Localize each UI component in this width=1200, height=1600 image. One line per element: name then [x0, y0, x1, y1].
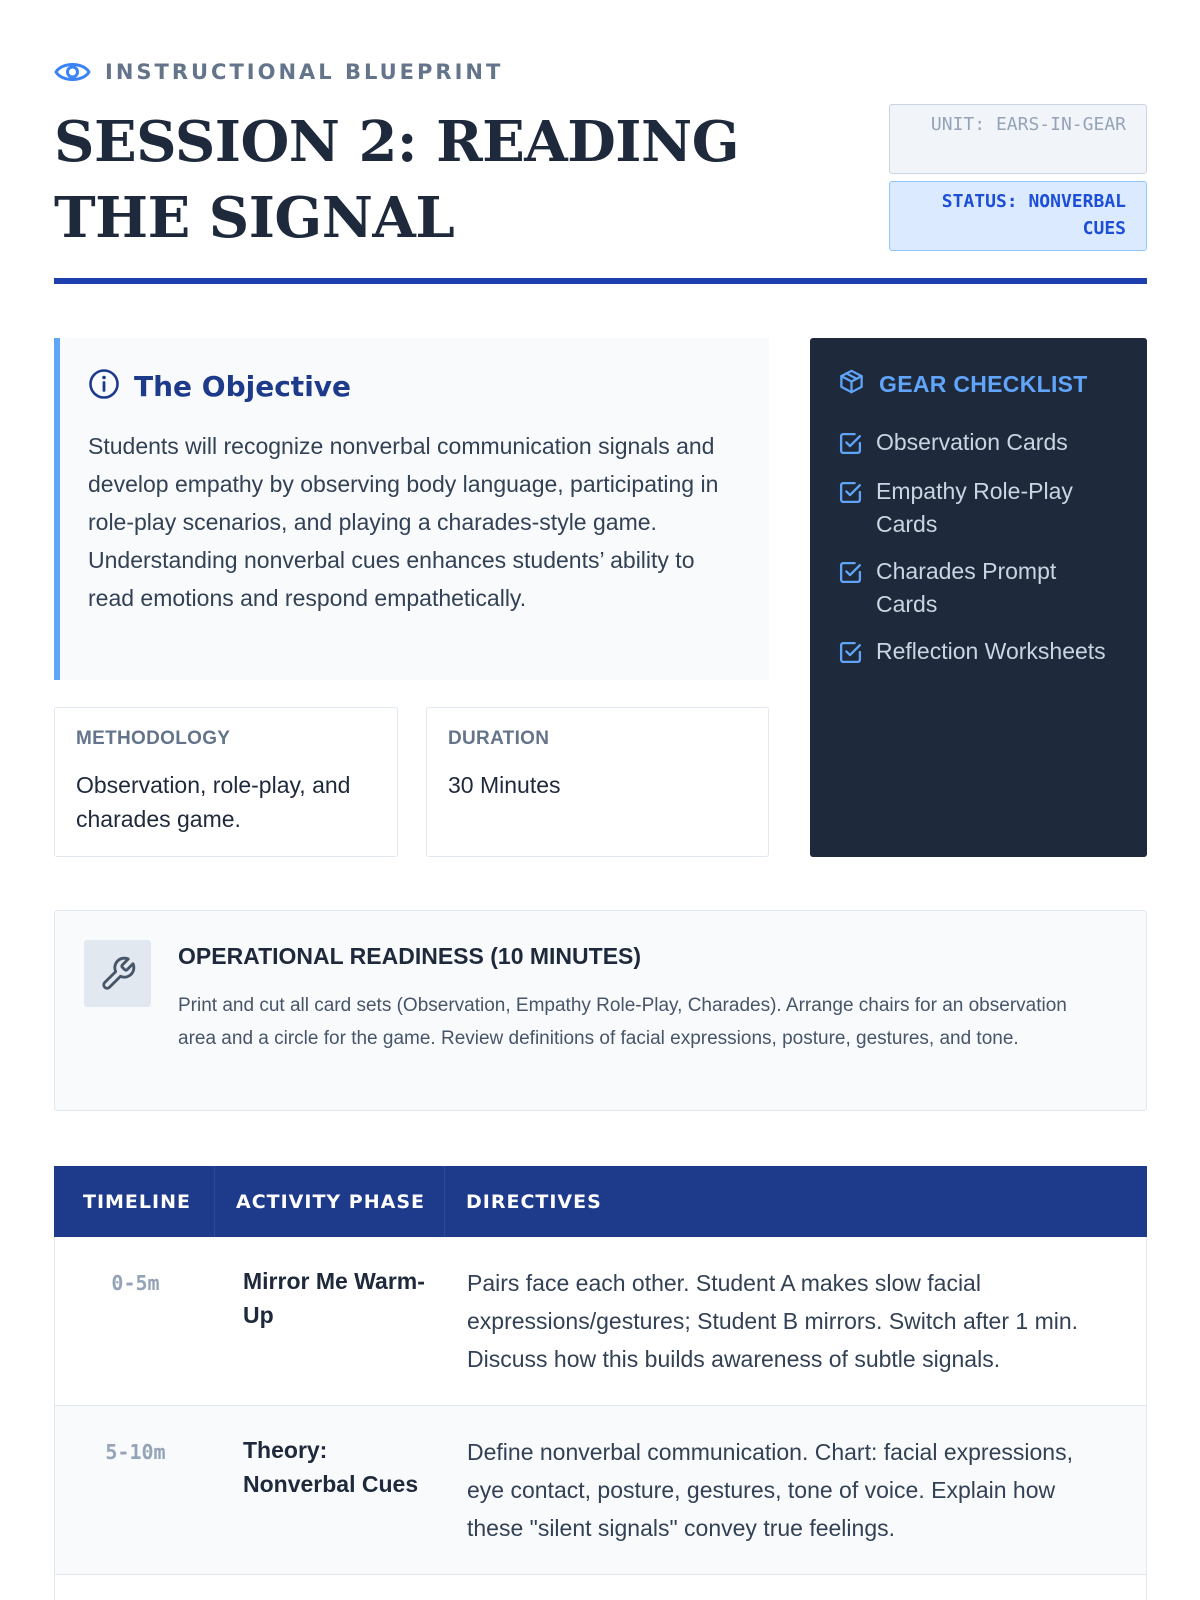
unit-tag: UNIT: EARS-IN-GEAR [889, 104, 1147, 174]
eye-icon [54, 58, 91, 86]
row-timeline: 5-10m [105, 1440, 166, 1464]
column-header-directives: DIRECTIVES [466, 1190, 602, 1213]
duration-card [426, 707, 769, 857]
checklist-item[interactable] [838, 555, 1119, 621]
gear-checklist-header [838, 368, 1119, 400]
checklist-item-label: Charades Prompt Cards [876, 558, 1057, 617]
row-directive: Define nonverbal communication. Chart: facial expressions, eye contact, posture, gestures, tone of voice. Explain how these "silent signals" convey true feelings. [467, 1439, 1073, 1541]
checkbox-checked-icon [838, 475, 863, 510]
checklist-item[interactable] [838, 635, 1119, 670]
header-divider [54, 278, 1147, 284]
table-header [54, 1166, 1147, 1237]
box-icon [838, 368, 865, 400]
page-title: SESSION 2: READING THE SIGNAL [54, 109, 740, 251]
objective-panel [54, 338, 769, 680]
checklist-item[interactable] [838, 426, 1119, 461]
row-directive: Pairs face each other. Student A makes slow facial expressions/gestures; Student B mirrors. Switch after 1 min. Discuss how this builds awareness of subtle signals. [467, 1270, 1079, 1372]
readiness-text: Print and cut all card sets (Observation, Empathy Role-Play, Charades). Arrange chairs for an observation area and a circle for the game. Review definitions of facial expressions, posture, gestures, and tone. [178, 995, 1067, 1049]
duration-value: 30 Minutes [448, 772, 561, 798]
row-timeline: 0-5m [111, 1271, 160, 1295]
checkbox-checked-icon [838, 555, 863, 590]
gear-checklist-title: GEAR CHECKLIST [879, 370, 1088, 397]
eyebrow [54, 58, 503, 86]
checklist-item-label: Reflection Worksheets [876, 638, 1106, 664]
table-row [54, 1237, 1147, 1406]
objective-text: Students will recognize nonverbal communication signals and develop empathy by observing body language, participating in role-play scenarios, and playing a charades-style game. Understanding nonverbal cues enhances students’ ability to read emotions and respond empathetically. [88, 433, 719, 611]
checklist-item-label: Empathy Role-Play Cards [876, 478, 1073, 537]
row-activity-phase: Theory: Nonverbal Cues [243, 1437, 419, 1497]
lesson-blueprint-page [54, 0, 1147, 1600]
checklist-item[interactable] [838, 475, 1119, 541]
eyebrow-label: INSTRUCTIONAL BLUEPRINT [105, 60, 504, 84]
column-header-activity-phase: ACTIVITY PHASE [215, 1166, 445, 1237]
readiness-title: OPERATIONAL READINESS (10 MINUTES) [178, 943, 642, 969]
checkbox-checked-icon [838, 426, 863, 461]
wrench-icon [84, 940, 151, 1007]
table-row [54, 1575, 1147, 1600]
gear-checklist-panel [810, 338, 1147, 857]
methodology-card [54, 707, 398, 857]
methodology-label: METHODOLOGY [76, 728, 231, 749]
methodology-value: Observation, role-play, and charades game. [76, 772, 351, 832]
gear-checklist [838, 426, 1119, 670]
checklist-item-label: Observation Cards [876, 429, 1068, 455]
table-row [54, 1406, 1147, 1575]
objective-header [88, 368, 739, 405]
activity-table [54, 1166, 1147, 1600]
duration-label: DURATION [448, 728, 550, 749]
column-header-timeline: TIMELINE [54, 1166, 215, 1237]
objective-title: The Objective [134, 370, 352, 403]
row-activity-phase: Mirror Me Warm-Up [243, 1268, 425, 1328]
status-tag: STATUS: NONVERBAL CUES [889, 181, 1147, 251]
checkbox-checked-icon [838, 635, 863, 670]
info-icon [88, 368, 120, 405]
operational-readiness-panel [54, 910, 1147, 1111]
